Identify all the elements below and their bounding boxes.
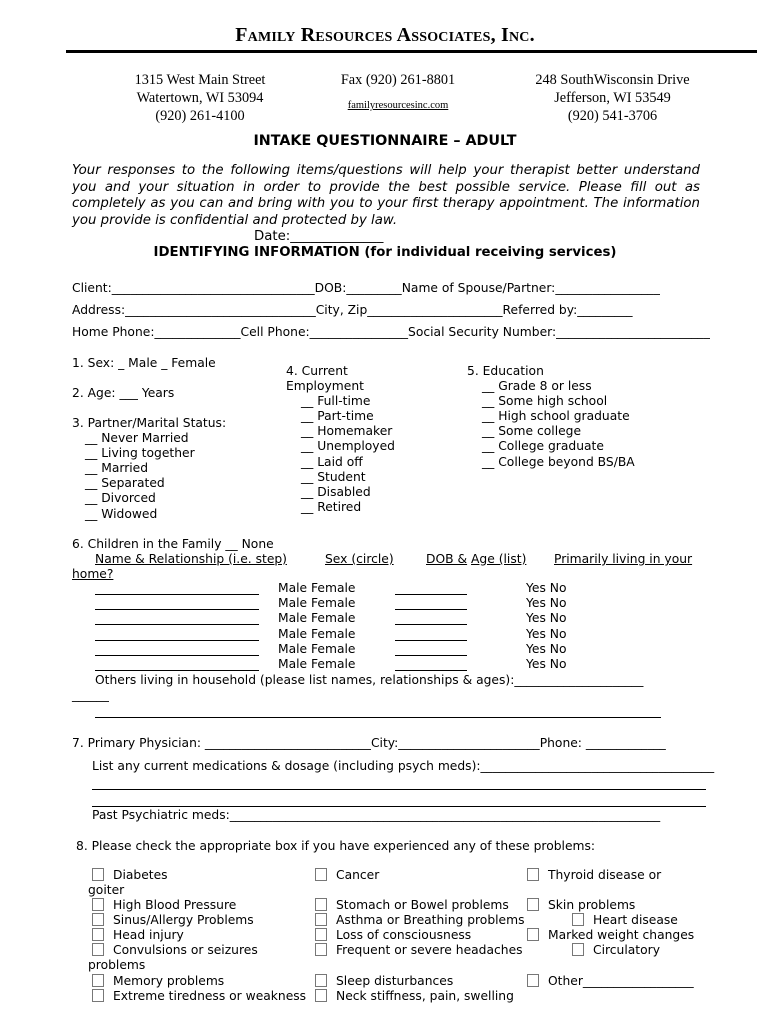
children-col-living-cont: home? bbox=[72, 567, 114, 581]
child-sex-options[interactable]: Male Female bbox=[278, 641, 356, 656]
children-col-sex: Sex (circle) bbox=[325, 552, 394, 566]
problem-item[interactable] bbox=[572, 913, 678, 927]
checkbox-icon[interactable] bbox=[92, 928, 104, 941]
problem-label: Extreme tiredness or weakness bbox=[113, 989, 307, 1003]
medications-line[interactable]: List any current medications & dosage (including psych meds):______________________________________ bbox=[92, 759, 715, 773]
left-address-line: Watertown, WI 53094 bbox=[136, 90, 264, 106]
problem-label: Heart disease bbox=[593, 913, 678, 927]
problem-label: Other__________________ bbox=[548, 974, 694, 988]
child-sex-options[interactable]: Male Female bbox=[278, 611, 356, 626]
problem-label: Stomach or Bowel problems bbox=[336, 898, 509, 912]
child-name-field[interactable] bbox=[95, 655, 259, 656]
checkbox-icon[interactable] bbox=[527, 928, 539, 941]
children-col-dob bbox=[426, 552, 526, 566]
checkbox-icon[interactable] bbox=[315, 898, 327, 911]
problem-item[interactable] bbox=[92, 943, 258, 957]
child-dob-field[interactable] bbox=[395, 670, 467, 671]
child-sex-options[interactable]: Male Female bbox=[278, 626, 356, 641]
date-field[interactable]: Date:______________ bbox=[254, 229, 384, 244]
checkbox-icon[interactable] bbox=[527, 974, 539, 987]
phone-line[interactable]: Home Phone:______________Cell Phone:________________Social Security Number:_________________________ bbox=[72, 325, 710, 339]
left-address-phone: (920) 261-4100 bbox=[155, 108, 245, 124]
employment-label: Employment bbox=[286, 379, 364, 394]
problem-label: Frequent or severe headaches bbox=[336, 943, 523, 957]
child-dob-field[interactable] bbox=[395, 624, 467, 625]
left-office-address bbox=[118, 71, 282, 125]
marital-status-label: 3. Partner/Marital Status: bbox=[72, 416, 227, 430]
marital-option[interactable]: __ Living together bbox=[85, 446, 195, 461]
fax-number: Fax (920) 261-8801 bbox=[340, 72, 456, 88]
problem-label: Loss of consciousness bbox=[336, 928, 472, 942]
right-address-phone: (920) 541-3706 bbox=[567, 108, 658, 124]
address-line[interactable]: Address:_______________________________City, Zip______________________Referred by:_________ bbox=[72, 303, 633, 317]
checkbox-icon[interactable] bbox=[315, 974, 327, 987]
problem-label-wrap: goiter bbox=[88, 883, 125, 897]
child-dob-field[interactable] bbox=[395, 594, 467, 595]
checkbox-icon[interactable] bbox=[315, 913, 327, 926]
problem-item[interactable] bbox=[315, 974, 453, 988]
child-name-field[interactable] bbox=[95, 640, 259, 641]
problem-label: Diabetes bbox=[113, 868, 168, 882]
children-col-name: Name & Relationship (i.e. step) bbox=[95, 552, 287, 566]
checkbox-icon[interactable] bbox=[315, 868, 327, 881]
sex-field[interactable]: 1. Sex: _ Male _ Female bbox=[72, 356, 216, 370]
checkbox-icon[interactable] bbox=[315, 928, 327, 941]
education-label: 5. Education bbox=[467, 364, 544, 378]
problem-label: Thyroid disease or bbox=[548, 868, 662, 882]
problem-label: Sleep disturbances bbox=[336, 974, 454, 988]
child-sex-options[interactable]: Male Female bbox=[278, 657, 356, 671]
problem-label: Head injury bbox=[113, 928, 184, 942]
employment-label: 4. Current bbox=[286, 364, 348, 378]
primary-physician-line[interactable]: 7. Primary Physician: ___________________________City:_______________________Phone: _____________ bbox=[72, 736, 666, 750]
problem-item[interactable] bbox=[92, 974, 224, 988]
others-extra-line[interactable] bbox=[95, 717, 661, 718]
problem-label: Memory problems bbox=[113, 974, 225, 988]
child-name-field[interactable] bbox=[95, 624, 259, 625]
employment-option[interactable]: __ Unemployed bbox=[301, 439, 395, 454]
website-link[interactable]: familyresourcesinc.com bbox=[347, 100, 449, 111]
children-col-living: Primarily living in your bbox=[554, 552, 693, 566]
marital-option[interactable]: __ Married bbox=[85, 461, 149, 476]
checkbox-icon[interactable] bbox=[315, 943, 327, 956]
child-living-options[interactable]: Yes No bbox=[526, 596, 567, 611]
problem-label: Circulatory bbox=[593, 943, 660, 957]
education-option[interactable]: __ Some high school bbox=[482, 394, 608, 409]
problem-item[interactable] bbox=[92, 898, 236, 912]
right-address-line: 248 SouthWisconsin Drive bbox=[535, 72, 690, 88]
identifying-heading: IDENTIFYING INFORMATION (for individual receiving services) bbox=[153, 245, 617, 260]
checkbox-icon[interactable] bbox=[572, 913, 584, 926]
header-rule bbox=[66, 50, 757, 53]
problem-item[interactable] bbox=[315, 898, 509, 912]
employment-option[interactable]: __ Laid off bbox=[301, 454, 363, 469]
intro-paragraph: Your responses to the following items/questions will help your therapist better understand you and your situation in order to provide the best possible service. Please fill out as completely as you can and bring with you to your first therapy appointment. The information you provide is confidential and protected by law. bbox=[72, 163, 700, 228]
organization-name: Family Resources Associates, Inc. bbox=[235, 24, 535, 46]
child-living-options[interactable]: Yes No bbox=[526, 626, 567, 641]
checkbox-icon[interactable] bbox=[92, 898, 104, 911]
child-dob-field[interactable] bbox=[395, 655, 467, 656]
problem-item[interactable] bbox=[315, 989, 514, 1003]
employment-option[interactable]: __ Part-time bbox=[301, 409, 374, 424]
problem-label-wrap: problems bbox=[88, 958, 146, 972]
marital-option[interactable]: __ Separated bbox=[85, 476, 165, 491]
child-living-options[interactable]: Yes No bbox=[526, 657, 567, 671]
child-living-options[interactable]: Yes No bbox=[526, 641, 567, 656]
problem-label: Cancer bbox=[336, 868, 380, 882]
problem-label: Sinus/Allergy Problems bbox=[113, 913, 254, 927]
child-sex-options[interactable]: Male Female bbox=[278, 596, 356, 611]
child-dob-field[interactable] bbox=[395, 640, 467, 641]
education-group bbox=[467, 364, 635, 470]
checkbox-icon[interactable] bbox=[92, 868, 104, 881]
children-col-dob-part: DOB & bbox=[426, 552, 468, 566]
problem-label: Convulsions or seizures bbox=[113, 943, 258, 957]
medications-extra-line[interactable] bbox=[92, 806, 706, 807]
children-label[interactable]: 6. Children in the Family __ None bbox=[72, 537, 274, 551]
left-address-line: 1315 West Main Street bbox=[134, 72, 266, 88]
others-in-household-line[interactable]: Others living in household (please list names, relationships & ages):_____________________ bbox=[95, 673, 644, 687]
employment-option[interactable]: __ Retired bbox=[301, 499, 362, 514]
right-address-line: Jefferson, WI 53549 bbox=[554, 90, 671, 106]
marital-option[interactable]: __ Never Married bbox=[85, 431, 189, 446]
past-psychiatric-meds-line[interactable]: Past Psychiatric meds:______________________________________________________________________ bbox=[92, 808, 661, 822]
client-line[interactable]: Client:_________________________________DOB:_________Name of Spouse/Partner:_________________ bbox=[72, 281, 660, 295]
marital-option[interactable]: __ Widowed bbox=[85, 506, 158, 521]
problem-item[interactable] bbox=[527, 898, 635, 912]
problem-item[interactable] bbox=[92, 913, 254, 927]
checkbox-icon[interactable] bbox=[92, 989, 104, 1002]
fax-block bbox=[320, 71, 476, 115]
employment-group bbox=[286, 364, 395, 515]
children-col-age-part: Age (list) bbox=[471, 552, 527, 566]
employment-option[interactable]: __ Disabled bbox=[301, 484, 371, 499]
problem-item[interactable] bbox=[572, 943, 660, 957]
child-living-options[interactable]: Yes No bbox=[526, 611, 567, 626]
employment-option[interactable]: __ Homemaker bbox=[301, 424, 393, 439]
checkbox-icon[interactable] bbox=[315, 989, 327, 1002]
problem-label: Marked weight changes bbox=[548, 928, 695, 942]
problem-label: High Blood Pressure bbox=[113, 898, 237, 912]
right-office-address bbox=[520, 71, 705, 125]
checkbox-icon[interactable] bbox=[527, 898, 539, 911]
checkbox-icon[interactable] bbox=[92, 943, 104, 956]
child-name-field[interactable] bbox=[95, 670, 259, 671]
child-name-field[interactable] bbox=[95, 594, 259, 595]
problem-item[interactable] bbox=[315, 868, 379, 882]
checkbox-icon[interactable] bbox=[92, 913, 104, 926]
education-option[interactable]: __ Some college bbox=[482, 424, 582, 439]
child-dob-field[interactable] bbox=[395, 609, 467, 610]
form-title: INTAKE QUESTIONNAIRE – ADULT bbox=[253, 133, 517, 149]
marital-option[interactable]: __ Divorced bbox=[85, 491, 156, 506]
child-name-field[interactable] bbox=[95, 609, 259, 610]
education-option[interactable]: __ College graduate bbox=[482, 439, 604, 454]
problems-label: 8. Please check the appropriate box if you have experienced any of these problems: bbox=[76, 839, 596, 853]
problem-item[interactable] bbox=[92, 989, 306, 1003]
child-sex-options[interactable]: Male Female bbox=[278, 581, 356, 595]
problem-item[interactable] bbox=[92, 868, 168, 882]
problem-item[interactable] bbox=[92, 928, 184, 942]
checkbox-icon[interactable] bbox=[572, 943, 584, 956]
education-option[interactable]: __ Grade 8 or less bbox=[482, 379, 592, 394]
problem-item[interactable] bbox=[527, 974, 694, 988]
child-living-options[interactable]: Yes No bbox=[526, 581, 567, 595]
education-option[interactable]: __ College beyond BS/BA bbox=[482, 454, 635, 469]
problem-label: Asthma or Breathing problems bbox=[336, 913, 525, 927]
problem-label: Skin problems bbox=[548, 898, 636, 912]
marital-status-group bbox=[72, 416, 226, 522]
age-field[interactable]: 2. Age: ___ Years bbox=[72, 386, 175, 400]
problem-item[interactable] bbox=[527, 928, 694, 942]
employment-option[interactable]: __ Student bbox=[301, 469, 366, 484]
problem-item[interactable] bbox=[315, 913, 525, 927]
problem-label: Neck stiffness, pain, swelling bbox=[336, 989, 514, 1003]
problem-item[interactable] bbox=[527, 868, 661, 882]
education-option[interactable]: __ High school graduate bbox=[482, 409, 630, 424]
checkbox-icon[interactable] bbox=[92, 974, 104, 987]
medications-extra-line[interactable] bbox=[92, 789, 706, 790]
problem-item[interactable] bbox=[315, 943, 523, 957]
others-in-household-cont[interactable]: ______ bbox=[72, 688, 109, 702]
checkbox-icon[interactable] bbox=[527, 868, 539, 881]
employment-option[interactable]: __ Full-time bbox=[301, 394, 371, 409]
problem-item[interactable] bbox=[315, 928, 471, 942]
